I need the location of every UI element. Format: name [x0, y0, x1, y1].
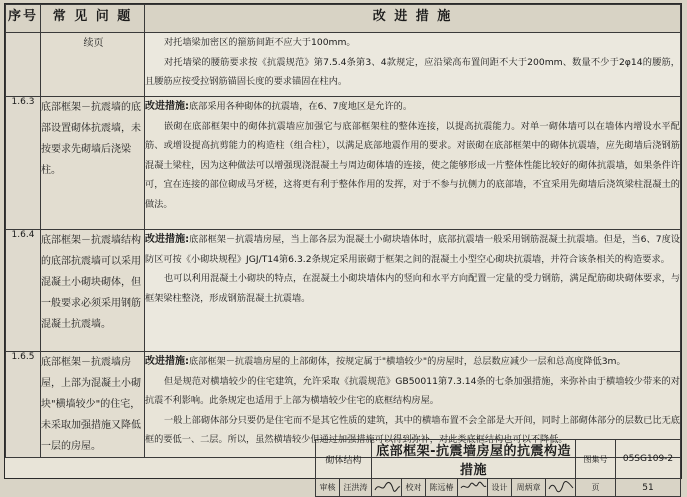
table-row: [6, 230, 681, 352]
table-header-row: [6, 5, 681, 33]
measure-lead-text: 底部框架－抗震墙房屋，当上部各层为混凝土小砌块墙体时，底部抗震墙一般采用钢筋混凝土抗震墙。但是，当6、7度设防区可按《小砌块规程》JGJ/T14第6.3.2条规定采用嵌砌于框架之间的混凝土小型空心砌块抗震墙，并符合该条相关的构造要求。: [145, 234, 680, 265]
measure-lead: [145, 230, 680, 269]
row-problem: 底部框架－抗震墙结构的底部抗震墙可以采用混凝土小砌块砌体，但一般要求必须采用钢筋混凝土抗震墙。: [41, 230, 145, 352]
row-number: 1.6.3: [6, 97, 41, 230]
measure-paragraph: 对托墙梁的腰筋要求按《抗震规范》第7.5.4条第3、4款规定，应沿梁高布置间距不大于200mm、数量不少于2φ14的腰筋，且腰筋应按受拉钢筋锚固长度的要求锚固在柱内。: [145, 56, 680, 88]
row-problem: 底部框架－抗震墙房屋，上部为混凝土小砌块"横墙较少"的住宅，未采取加强措施又降低一层的房屋。: [41, 352, 145, 458]
section-name: 砌体结构: [316, 440, 372, 479]
row-number: 1.6.4: [6, 230, 41, 352]
title-block: [315, 439, 681, 497]
atlas-label: 图集号: [576, 440, 616, 479]
drawing-title: 底部框架-抗震墙房屋的抗震构造措施: [372, 440, 576, 479]
row-measure: [145, 97, 681, 230]
measure-label: 改进措施:: [145, 234, 190, 245]
measure-lead: [145, 352, 680, 372]
check-label: 校对: [402, 479, 426, 497]
page-number: 51: [616, 479, 681, 497]
reviewer-name: 汪洪涛: [340, 479, 372, 497]
row-problem: 续页: [41, 33, 145, 97]
measure-paragraph: 对托墙梁加密区的箍筋间距不应大于100mm。: [164, 37, 356, 48]
designer-name: 周炳章: [512, 479, 546, 497]
issues-table: [5, 4, 681, 458]
signature-icon: [373, 480, 401, 494]
row-number: 1.6.5: [6, 352, 41, 458]
atlas-number: 05SG109-2: [616, 440, 681, 479]
measure-label: 改进措施:: [145, 356, 189, 367]
row-number: [6, 33, 41, 97]
measure-label: 改进措施:: [145, 101, 189, 112]
row-problem: 底部框架－抗震墙的底部设置砌体抗震墙，未按要求先砌墙后浇梁柱。: [41, 97, 145, 230]
table-row: [6, 97, 681, 230]
review-label: 审核: [316, 479, 340, 497]
table-row: [6, 33, 681, 97]
signature-icon: [547, 480, 575, 494]
measure-lead: [145, 97, 680, 117]
page-label: 页: [576, 479, 616, 497]
header-measure: 改 进 措 施: [145, 5, 681, 33]
measure-paragraph: 也可以利用混凝土小砌块的特点，在混凝土小砌块墙体内的竖向和水平方向配置一定量的受力钢筋，满足配筋砌块砌体要求，与框架梁柱整浇，形成钢筋混凝土抗震墙。: [145, 273, 680, 304]
designer-signature: [546, 479, 576, 497]
header-problem: 常 见 问 题: [41, 5, 145, 33]
measure-lead-text: 底部采用各种砌体的抗震墙，在6、7度地区是允许的。: [189, 101, 413, 112]
design-label: 设计: [488, 479, 512, 497]
reviewer-signature: [372, 479, 402, 497]
checker-name: 陈远椿: [426, 479, 458, 497]
row-measure: [145, 230, 681, 352]
signature-icon: [459, 480, 487, 494]
checker-signature: [458, 479, 488, 497]
measure-paragraph: 一般上部砌体部分只要仍是住宅而不是其它性质的建筑，其中的横墙布置不会全部是大开间，同时上部砌体部分的层数已比无底框的要低一、二层。所以，虽然横墙较少但通过加强措施可以得到弥补，对此类底框结构也可以不降低。: [145, 414, 680, 446]
row-measure: [145, 33, 681, 97]
header-no: 序号: [6, 5, 41, 33]
measure-paragraph: 但是规范对横墙较少的住宅建筑，允许采取《抗震规范》GB50011第7.3.14条的七条加强措施，来弥补由于横墙较少带来的对抗震不利影响。此条规定也适用于上部为横墙较少住宅的底框结构房屋。: [145, 375, 680, 407]
measure-lead-text: 底部框架－抗震墙房屋的上部砌体，按规定属于"横墙较少"的房屋时，总层数应减少一层和总高度降低3m。: [189, 356, 626, 367]
measure-paragraph: 嵌砌在底部框架中的砌体抗震墙应加强它与底部框架柱的整体连接，以提高抗震能力。对单一砌体墙可以在墙体内增设水平配筋、或增设提高抗剪能力的构造柱（组合柱），以满足底部地震作用的要求。对嵌砌在底部框架中的砌体抗震墙，应先砌墙后浇钢筋混凝土梁柱，因为这种做法可以增强现浇混凝土与周边砌体墙的连接，使之能够形成一片整体性能比较好的砌体抗震墙，如果条件许可，宜在连接的部位砌成马牙槎，这将更有利于整体作用的发挥，对于不参与抗侧力的底部墙，不宜采用先砌墙后浇筑梁柱混凝土的做法。: [145, 120, 680, 210]
drawing-sheet: [4, 3, 682, 493]
